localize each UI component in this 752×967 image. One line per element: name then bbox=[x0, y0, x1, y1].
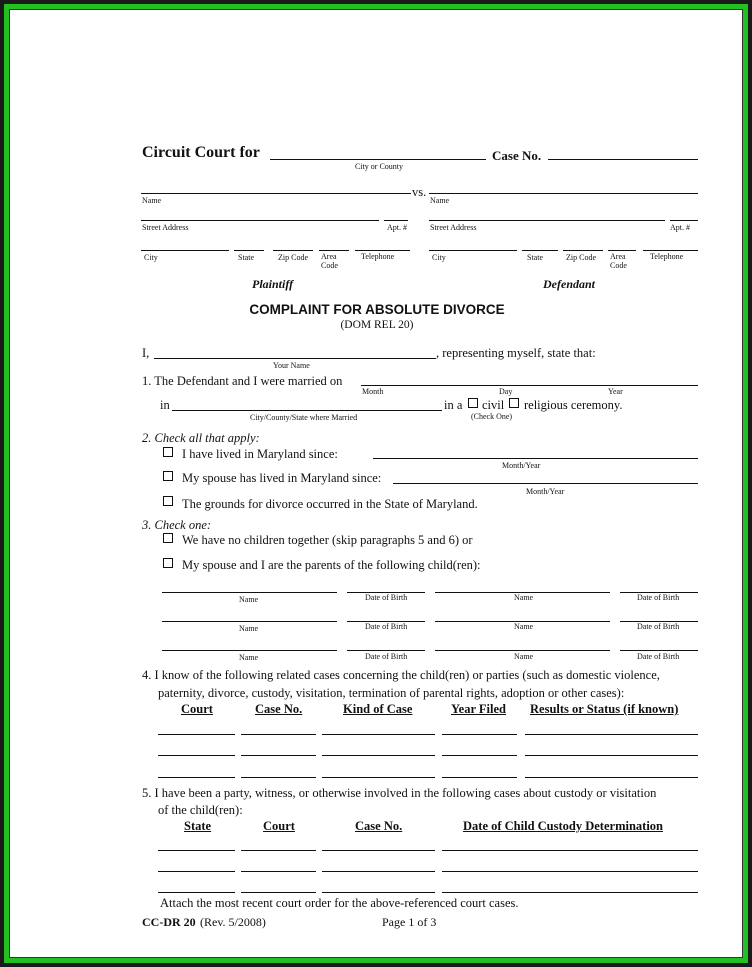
p1-in-a: in a bbox=[444, 398, 463, 412]
child3-name-caption: Name bbox=[239, 624, 259, 633]
p5-r2-state[interactable] bbox=[158, 871, 235, 872]
p4-line1: 4. I know of the following related cases concerning the child(ren) or parties (such as domestic violence, bbox=[142, 668, 660, 682]
child3-dob-caption: Date of Birth bbox=[365, 622, 408, 631]
lived-in-md-checkbox[interactable] bbox=[163, 447, 173, 457]
defendant-phone-field[interactable] bbox=[643, 250, 698, 251]
defendant-name-field[interactable] bbox=[429, 193, 698, 194]
p4-r2-kind[interactable] bbox=[322, 755, 435, 756]
defendant-apt-field[interactable] bbox=[670, 220, 698, 221]
p1-place-caption: City/County/State where Married bbox=[250, 413, 358, 422]
footer-form-id: CC-DR 20 bbox=[142, 915, 196, 929]
child5-dob-caption: Date of Birth bbox=[365, 652, 408, 661]
civil-checkbox[interactable] bbox=[468, 398, 478, 408]
p4-r2-year[interactable] bbox=[442, 755, 517, 756]
p4-line2: paternity, divorce, custody, visitation, termination of parental rights, adoption or other cases): bbox=[158, 686, 625, 700]
p1-day-caption: Day bbox=[499, 387, 513, 396]
form-title: COMPLAINT FOR ABSOLUTE DIVORCE bbox=[249, 302, 505, 317]
child1-name-caption: Name bbox=[239, 595, 259, 604]
p4-col-year: Year Filed bbox=[451, 702, 506, 716]
plaintiff-zip-caption: Zip Code bbox=[278, 253, 308, 262]
your-name-caption: Your Name bbox=[273, 361, 310, 370]
plaintiff-zip-field[interactable] bbox=[273, 250, 313, 251]
grounds-in-md-checkbox[interactable] bbox=[163, 496, 173, 506]
defendant-street-field[interactable] bbox=[429, 220, 665, 221]
children-checkbox[interactable] bbox=[163, 558, 173, 568]
p4-r2-case[interactable] bbox=[241, 755, 316, 756]
p1-in: in bbox=[160, 398, 170, 412]
p4-r1-year[interactable] bbox=[442, 734, 517, 735]
plaintiff-area-caption: Area Code bbox=[321, 252, 338, 270]
p5-r2-date[interactable] bbox=[442, 871, 698, 872]
plaintiff-state-field[interactable] bbox=[234, 250, 264, 251]
p4-col-court: Court bbox=[181, 702, 213, 716]
spouse-lived-in-md-checkbox[interactable] bbox=[163, 471, 173, 481]
defendant-zip-field[interactable] bbox=[563, 250, 603, 251]
p5-r3-date[interactable] bbox=[442, 892, 698, 893]
p3-opt2: My spouse and I are the parents of the following child(ren): bbox=[182, 558, 481, 572]
p2-month-year-2: Month/Year bbox=[526, 487, 565, 496]
child5-name-caption: Name bbox=[239, 653, 259, 662]
p5-r2-case[interactable] bbox=[322, 871, 435, 872]
defendant-area-field[interactable] bbox=[608, 250, 636, 251]
p4-r3-status[interactable] bbox=[525, 777, 698, 778]
religious-checkbox[interactable] bbox=[509, 398, 519, 408]
plaintiff-name-caption: Name bbox=[142, 196, 162, 205]
court-field[interactable] bbox=[270, 159, 486, 160]
child6-name-field[interactable] bbox=[435, 650, 610, 651]
child6-dob-caption: Date of Birth bbox=[637, 652, 680, 661]
p4-r1-kind[interactable] bbox=[322, 734, 435, 735]
child5-name-field[interactable] bbox=[162, 650, 337, 651]
vs-label: vs. bbox=[412, 185, 427, 199]
p5-r3-case[interactable] bbox=[322, 892, 435, 893]
intro-representing: , representing myself, state that: bbox=[436, 346, 596, 360]
p1-religious: religious ceremony. bbox=[524, 398, 623, 412]
p4-r2-court[interactable] bbox=[158, 755, 235, 756]
p4-r3-kind[interactable] bbox=[322, 777, 435, 778]
p5-attach-note: Attach the most recent court order for the above-referenced court cases. bbox=[160, 896, 519, 910]
defendant-zip-caption: Zip Code bbox=[566, 253, 596, 262]
p5-col-date: Date of Child Custody Determination bbox=[463, 819, 663, 833]
footer-page: Page 1 of 3 bbox=[382, 915, 437, 929]
defendant-name-caption: Name bbox=[430, 196, 450, 205]
child5-dob-field[interactable] bbox=[347, 650, 425, 651]
plaintiff-phone-field[interactable] bbox=[355, 250, 410, 251]
p4-r3-case[interactable] bbox=[241, 777, 316, 778]
p2-heading: 2. Check all that apply: bbox=[142, 431, 260, 445]
p2-opt3: The grounds for divorce occurred in the State of Maryland. bbox=[182, 497, 478, 511]
defendant-state-caption: State bbox=[527, 253, 543, 262]
defendant-phone-caption: Telephone bbox=[650, 252, 684, 261]
plaintiff-apt-field[interactable] bbox=[384, 220, 408, 221]
defendant-city-field[interactable] bbox=[429, 250, 517, 251]
defendant-city-caption: City bbox=[432, 253, 446, 262]
p2-opt2: My spouse has lived in Maryland since: bbox=[182, 471, 382, 485]
p5-col-court: Court bbox=[263, 819, 295, 833]
plaintiff-area-field[interactable] bbox=[319, 250, 349, 251]
p5-col-state: State bbox=[184, 819, 212, 833]
marriage-place-field[interactable] bbox=[172, 410, 442, 411]
p5-r1-case[interactable] bbox=[322, 850, 435, 851]
child1-name-field[interactable] bbox=[162, 592, 337, 593]
document-page bbox=[9, 9, 743, 958]
court-label: Circuit Court for bbox=[142, 144, 260, 161]
child4-dob-caption: Date of Birth bbox=[637, 622, 680, 631]
p4-r1-status[interactable] bbox=[525, 734, 698, 735]
child6-dob-field[interactable] bbox=[620, 650, 698, 651]
plaintiff-label: Plaintiff bbox=[252, 277, 294, 291]
defendant-apt-caption: Apt. # bbox=[670, 223, 690, 232]
lived-since-field[interactable] bbox=[373, 458, 698, 459]
city-county-caption: City or County bbox=[355, 162, 404, 171]
p2-month-year-1: Month/Year bbox=[502, 461, 541, 470]
defendant-area-caption: Area Code bbox=[610, 252, 627, 270]
p5-line2: of the child(ren): bbox=[158, 803, 243, 817]
p3-heading: 3. Check one: bbox=[142, 518, 212, 532]
child2-dob-caption: Date of Birth bbox=[637, 593, 680, 602]
p5-r2-court[interactable] bbox=[241, 871, 316, 872]
p3-opt1: We have no children together (skip paragraphs 5 and 6) or bbox=[182, 533, 473, 547]
marriage-date-field[interactable] bbox=[361, 385, 698, 386]
p2-opt1: I have lived in Maryland since: bbox=[182, 447, 338, 461]
plaintiff-name-field[interactable] bbox=[141, 193, 411, 194]
p4-col-status: Results or Status (if known) bbox=[530, 702, 679, 716]
p5-col-case-no: Case No. bbox=[355, 819, 403, 833]
plaintiff-city-caption: City bbox=[144, 253, 158, 262]
p4-col-kind: Kind of Case bbox=[343, 702, 413, 716]
plaintiff-street-field[interactable] bbox=[141, 220, 379, 221]
spouse-lived-since-field[interactable] bbox=[393, 483, 698, 484]
p5-r1-date[interactable] bbox=[442, 850, 698, 851]
child6-name-caption: Name bbox=[514, 652, 534, 661]
child4-name-caption: Name bbox=[514, 622, 534, 631]
defendant-state-field[interactable] bbox=[522, 250, 558, 251]
p5-r3-court[interactable] bbox=[241, 892, 316, 893]
case-no-field[interactable] bbox=[548, 159, 698, 160]
form-subtitle: (DOM REL 20) bbox=[340, 319, 414, 331]
p4-r2-status[interactable] bbox=[525, 755, 698, 756]
child2-name-caption: Name bbox=[514, 593, 534, 602]
case-no-label: Case No. bbox=[492, 148, 542, 163]
p5-r3-state[interactable] bbox=[158, 892, 235, 893]
your-name-field[interactable] bbox=[154, 358, 436, 359]
child3-name-field[interactable] bbox=[162, 621, 337, 622]
p1-year-caption: Year bbox=[608, 387, 623, 396]
p1-civil: civil bbox=[482, 398, 505, 412]
p4-r3-court[interactable] bbox=[158, 777, 235, 778]
p1-check-one: (Check One) bbox=[471, 412, 513, 421]
plaintiff-city-field[interactable] bbox=[141, 250, 229, 251]
p4-r3-year[interactable] bbox=[442, 777, 517, 778]
p1-text: 1. The Defendant and I were married on bbox=[142, 374, 343, 388]
defendant-street-caption: Street Address bbox=[430, 223, 477, 232]
p5-r1-state[interactable] bbox=[158, 850, 235, 851]
p1-month-caption: Month bbox=[362, 387, 384, 396]
p5-line1: 5. I have been a party, witness, or otherwise involved in the following cases about custody or visitation bbox=[142, 786, 657, 800]
plaintiff-state-caption: State bbox=[238, 253, 254, 262]
p4-col-case-no: Case No. bbox=[255, 702, 303, 716]
plaintiff-street-caption: Street Address bbox=[142, 223, 189, 232]
p4-r1-court[interactable] bbox=[158, 734, 235, 735]
plaintiff-apt-caption: Apt. # bbox=[387, 223, 407, 232]
defendant-label: Defendant bbox=[543, 277, 595, 291]
no-children-checkbox[interactable] bbox=[163, 533, 173, 543]
footer-rev: (Rev. 5/2008) bbox=[200, 915, 266, 929]
p4-r1-case[interactable] bbox=[241, 734, 316, 735]
child1-dob-caption: Date of Birth bbox=[365, 593, 408, 602]
intro-i: I, bbox=[142, 346, 150, 360]
p5-r1-court[interactable] bbox=[241, 850, 316, 851]
plaintiff-phone-caption: Telephone bbox=[361, 252, 395, 261]
